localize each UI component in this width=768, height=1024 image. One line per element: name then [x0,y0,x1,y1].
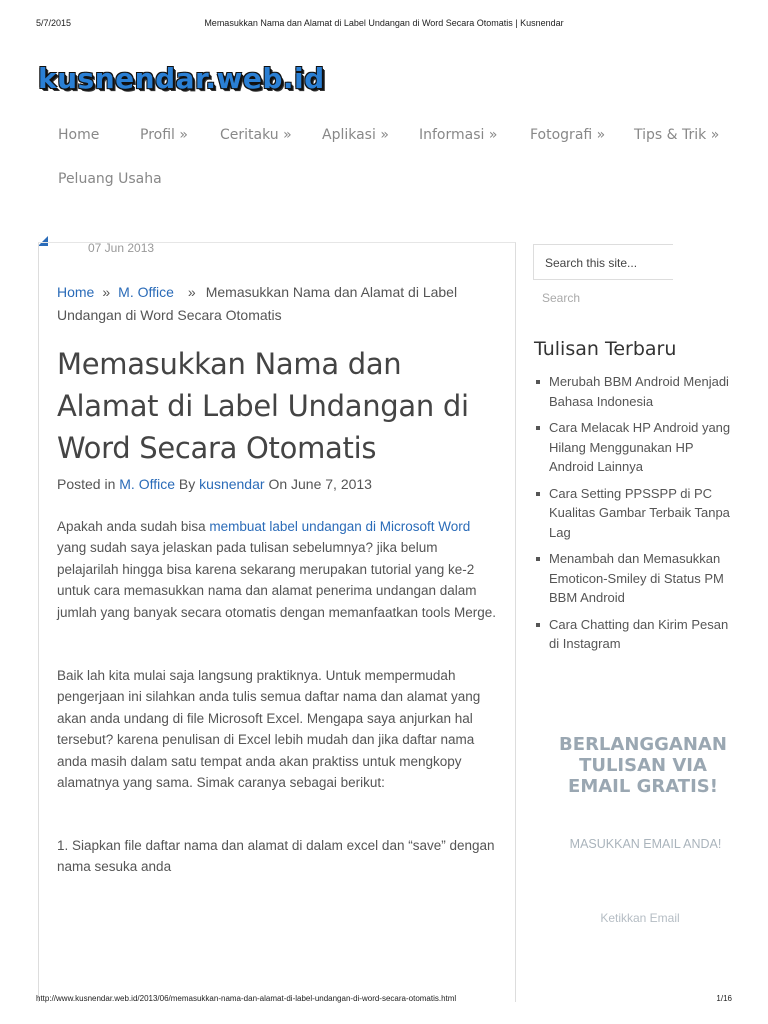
list-item [534,372,734,411]
breadcrumb-separator: » [102,284,111,300]
para-text: yang sudah saya jelaskan pada tulisan sebelumnya? jika belum pelajarilah hingga bisa karena sekarang merupakan tutorial yang ke-2 untuk cara memasukkan nama dan alamat penerima undangan dalam jumlah yang banyak secara otomatis dengan memanfaatkan tools Merge. [57,540,497,620]
bullet-icon [536,492,540,496]
subscribe-email-input[interactable]: Ketikkan Email [600,911,680,925]
recent-post-link[interactable]: Cara Melacak HP Android yang Hilang Menggunakan HP Android Lainnya [549,420,731,474]
list-item [534,484,734,543]
meta-date: On June 7, 2013 [268,476,372,492]
breadcrumb [57,281,497,327]
meta-category-link[interactable]: M. Office [119,476,176,492]
subscribe-description: MASUKKAN EMAIL ANDA! [569,837,722,851]
breadcrumb-home[interactable]: Home [57,284,95,300]
print-title: Memasukkan Nama dan Alamat di Label Undangan di Word Secara Otomatis | Kusnendar [204,18,564,28]
nav-peluang-usaha[interactable]: Peluang Usaha [58,171,162,187]
label-tutorial-link[interactable]: membuat label undangan di Microsoft Word [209,519,471,534]
nav-aplikasi[interactable]: Aplikasi » [322,127,389,143]
nav-home[interactable]: Home [58,127,100,143]
list-item [534,418,734,477]
breadcrumb-category[interactable]: M. Office [118,284,174,300]
paragraph-intro [57,516,497,623]
paragraph-step-1: 1. Siapkan file daftar nama dan alamat di dalam excel dan “save” dengan nama sesuka anda [57,838,495,875]
list-item [534,615,734,654]
nav-informasi[interactable]: Informasi » [419,127,498,143]
bullet-icon [536,380,540,384]
list-item [534,549,734,608]
post-title: Memasukkan Nama dan Alamat di Label Undangan di Word Secara Otomatis [57,347,469,465]
search-input[interactable]: Search this site... [533,244,673,280]
bullet-icon [536,557,540,561]
search-button[interactable]: Search [542,291,581,305]
print-footer [36,994,732,1006]
recent-post-link[interactable]: Cara Chatting dan Kirim Pesan di Instagram [549,616,729,651]
nav-ceritaku[interactable]: Ceritaku » [220,127,292,143]
recent-post-link[interactable]: Menambah dan Memasukkan Emoticon-Smiley di Status PM BBM Android [549,551,724,605]
print-page-number: 1/16 [716,994,732,1003]
bullet-icon [536,426,540,430]
breadcrumb-separator: » [187,284,196,300]
para-text: Apakah anda sudah bisa [57,519,210,534]
print-date: 5/7/2015 [36,18,72,28]
recent-post-link[interactable]: Merubah BBM Android Menjadi Bahasa Indonesia [549,374,729,409]
subscribe-title: BERLANGGANAN TULISAN VIA EMAIL GRATIS! [559,734,727,797]
post-date: 07 Jun 2013 [88,241,155,255]
meta-posted-in: Posted in [57,476,116,492]
breadcrumb-current: Memasukkan Nama dan Alamat di Label Undangan di Word Secara Otomatis [57,284,458,323]
nav-profil[interactable]: Profil » [140,127,188,143]
nav-fotografi[interactable]: Fotografi » [530,127,606,143]
nav-tips-trik[interactable]: Tips & Trik » [634,127,720,143]
recent-post-link[interactable]: Cara Setting PPSSPP di PC Kualitas Gambar Terbaik Tanpa Lag [549,485,730,540]
recent-posts-list [534,372,734,661]
paragraph-steps-intro: Baik lah kita mulai saja langsung praktiknya. Untuk mempermudah pengerjaan ini silahkan anda tulis semua daftar nama dan alamat yang akan anda undang di file Microsoft Excel. Mengapa saya anjurkan hal tersebut? karena penulisan di Excel lebih mudah dan jika daftar nama anda masih dalam satu tempat anda akan praktiss untuk mengkopy alamatnya yang sama. Simak caranya sebagai berikut: [57,668,481,791]
meta-author-link[interactable]: kusnendar [199,476,265,492]
print-header [36,18,732,32]
recent-posts-title: Tulisan Terbaru [534,338,677,360]
bullet-icon [536,623,540,627]
print-url: http://www.kusnendar.web.id/2013/06/memasukkan-nama-dan-alamat-di-label-undangan-di-word-secara-otomatis.html [36,994,457,1003]
post-meta [57,476,372,492]
site-logo[interactable]: kusnendar.web.id [38,62,325,95]
meta-by: By [178,476,196,492]
